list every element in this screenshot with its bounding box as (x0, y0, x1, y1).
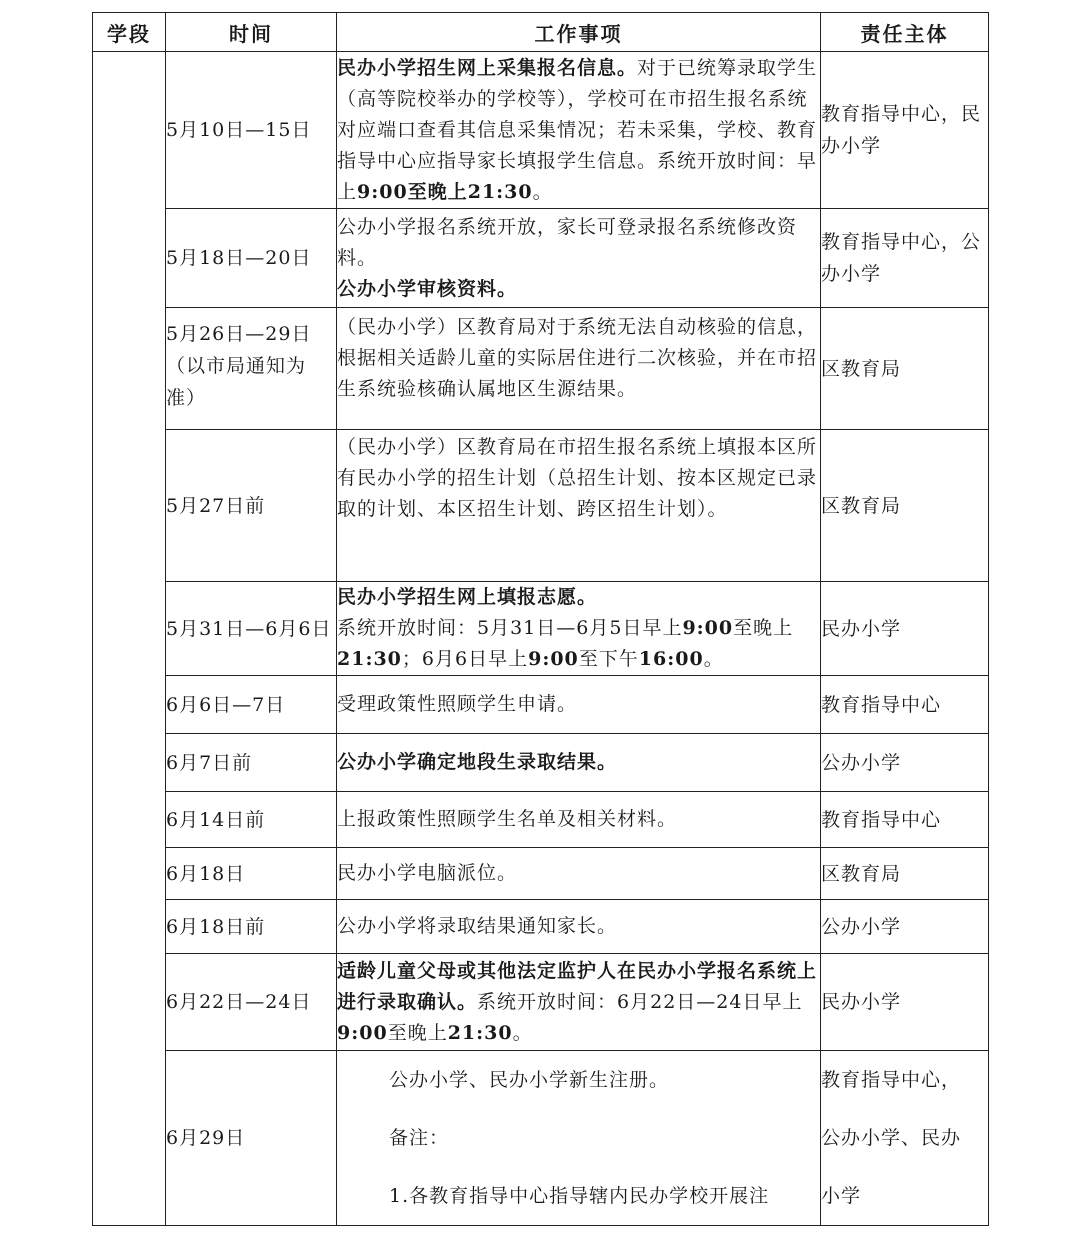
header-time: 时间 (166, 13, 337, 52)
item-cell: 上报政策性照顾学生名单及相关材料。 (337, 792, 821, 848)
table-row (93, 954, 989, 1051)
table-row (93, 792, 989, 848)
time-cell: 5月10日—15日 (166, 52, 337, 209)
resp-cell: 民办小学 (821, 954, 989, 1051)
item-cell: 受理政策性照顾学生申请。 (337, 676, 821, 734)
resp-cell: 区教育局 (821, 848, 989, 900)
resp-text: 小学 (821, 1185, 862, 1207)
time-cell: 6月29日 (166, 1051, 337, 1226)
item-bold-text: 公办小学审核资料。 (337, 277, 518, 300)
resp-cell: 公办小学 (821, 900, 989, 954)
resp-cell: 教育指导中心，民办小学 (821, 52, 989, 209)
header-row (93, 13, 989, 52)
item-cell (337, 954, 821, 1051)
item-text: 公办小学报名系统开放，家长可登录报名系统修改资料。 (337, 215, 798, 269)
resp-cell: 区教育局 (821, 308, 989, 430)
table-row (93, 1051, 989, 1226)
resp-cell: 教育指导中心，公办小学 (821, 209, 989, 308)
resp-cell: 教育指导中心 (821, 676, 989, 734)
item-text: 系统开放时间：6月22日—24日早上 (477, 990, 803, 1013)
resp-cell: 公办小学 (821, 734, 989, 792)
item-bold-text: 适龄儿童父母或其他法定监护人在民办小学报名系统上进行录取确认。 (337, 959, 818, 1013)
item-text: 至下午 (578, 648, 639, 670)
item-cell (337, 582, 821, 676)
resp-cell: 民办小学 (821, 582, 989, 676)
item-text: 。 (703, 648, 724, 670)
header-item: 工作事项 (337, 13, 821, 52)
item-text: 公办小学、民办小学新生注册。 (389, 1069, 670, 1091)
time-value: 9:00 (337, 1021, 388, 1044)
time-cell: 6月22日—24日 (166, 954, 337, 1051)
table-row (93, 848, 989, 900)
time-value: 9:00 (682, 617, 734, 639)
resp-cell: 区教育局 (821, 430, 989, 582)
table-row (93, 900, 989, 954)
time-value: 21:30 (447, 1021, 513, 1044)
header-resp: 责任主体 (821, 13, 989, 52)
time-cell: 5月26日—29日（以市局通知为准） (166, 308, 337, 430)
table-row (93, 209, 989, 308)
item-text: 备注： (389, 1127, 450, 1149)
table-row (93, 52, 989, 209)
header-stage: 学段 (93, 13, 166, 52)
time-cell: 5月18日—20日 (166, 209, 337, 308)
item-text: 至晚上 (407, 180, 468, 203)
item-cell: 公办小学确定地段生录取结果。 (337, 734, 821, 792)
item-bold-text: 民办小学招生网上填报志愿。 (337, 586, 598, 608)
time-cell: 5月31日—6月6日 (166, 582, 337, 676)
item-cell (337, 1051, 821, 1226)
item-cell (337, 52, 821, 209)
item-text: 对于已统筹录取学生（高等院校举办的学校等），学校可在市招生报名系统对应端口查看其信息采集情况；若未采集，学校、教育指导中心应指导家长填报学生信息。系统开放时间：早上 (337, 56, 818, 203)
item-cell: 公办小学将录取结果通知家长。 (337, 900, 821, 954)
time-value: 21:30 (467, 180, 533, 203)
item-text: 系统开放时间：5月31日—6月5日早上 (337, 617, 683, 639)
time-cell: 5月27日前 (166, 430, 337, 582)
table-row (93, 734, 989, 792)
item-text: 1.各教育指导中心指导辖内民办学校开展注 (389, 1185, 770, 1207)
item-text: 。 (532, 180, 553, 203)
table-row (93, 308, 989, 430)
table-row (93, 582, 989, 676)
resp-cell: 教育指导中心 (821, 792, 989, 848)
time-value: 16:00 (638, 648, 704, 670)
resp-cell (821, 1051, 989, 1226)
item-text: 至晚上 (733, 617, 794, 639)
table-row (93, 676, 989, 734)
time-value: 9:00 (357, 180, 408, 203)
time-cell: 6月14日前 (166, 792, 337, 848)
time-value: 9:00 (528, 648, 579, 670)
item-bold-text: 民办小学招生网上采集报名信息。 (337, 56, 638, 79)
resp-text: 教育指导中心， (821, 1069, 962, 1091)
item-text: 。 (512, 1021, 533, 1044)
time-value: 21:30 (337, 648, 402, 670)
item-cell (337, 209, 821, 308)
item-cell: （民办小学）区教育局在市招生报名系统上填报本区所有民办小学的招生计划（总招生计划、按本区规定已录取的计划、本区招生计划、跨区招生计划）。 (337, 430, 821, 582)
table-row (93, 430, 989, 582)
schedule-table (92, 12, 989, 1226)
item-cell: （民办小学）区教育局对于系统无法自动核验的信息，根据相关适龄儿童的实际居住进行二次核验，并在市招生系统验核确认属地区生源结果。 (337, 308, 821, 430)
time-cell: 6月18日 (166, 848, 337, 900)
resp-text: 公办小学、民办 (821, 1127, 962, 1149)
stage-cell (93, 52, 166, 1226)
time-cell: 6月7日前 (166, 734, 337, 792)
time-cell: 6月6日—7日 (166, 676, 337, 734)
item-cell: 民办小学电脑派位。 (337, 848, 821, 900)
item-text: 至晚上 (387, 1021, 448, 1044)
time-cell: 6月18日前 (166, 900, 337, 954)
item-text: ；6月6日早上 (401, 648, 529, 670)
